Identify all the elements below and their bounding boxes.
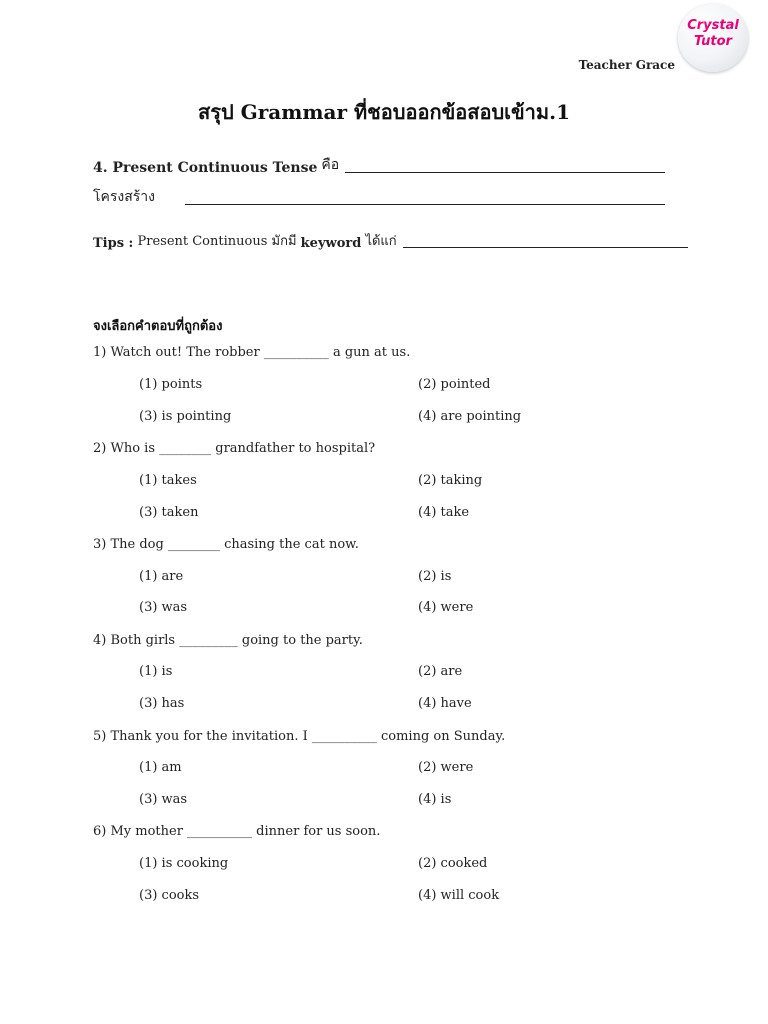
q6-option-3[interactable]: (3) cooks: [139, 888, 200, 903]
q5-option-4[interactable]: (4) is: [418, 792, 452, 807]
q5-option-1[interactable]: (1) am: [139, 760, 182, 775]
q3-option-3[interactable]: (3) was: [139, 600, 188, 615]
page-title: สรุป Grammar ที่ชอบออกข้อสอบเข้าม.1: [198, 100, 570, 124]
q1-option-3[interactable]: (3) is pointing: [139, 409, 232, 424]
q2-option-2[interactable]: (2) taking: [418, 473, 483, 488]
q6-option-2[interactable]: (2) cooked: [418, 856, 488, 871]
logo-line-1: Crystal: [687, 18, 739, 33]
logo-text: [678, 18, 748, 50]
tips-text-2: ได้แก่: [361, 234, 397, 249]
tips-keyword: keyword: [300, 236, 362, 251]
tips-text-1: Present Continuous มักมี: [133, 234, 301, 249]
q4-option-3[interactable]: (3) has: [139, 696, 185, 711]
question-5: 5) Thank you for the invitation. I __________ coming on Sunday.: [93, 729, 506, 744]
tense-definition-row: [93, 154, 665, 176]
tense-label: 4. Present Continuous Tense: [93, 160, 318, 176]
q3-option-2[interactable]: (2) is: [418, 569, 452, 584]
tips-label: Tips :: [93, 236, 134, 251]
question-4: 4) Both girls _________ going to the party.: [93, 633, 363, 648]
question-3: 3) The dog ________ chasing the cat now.: [93, 537, 359, 552]
q2-option-4[interactable]: (4) take: [418, 505, 470, 520]
tips-blank-line: [403, 246, 688, 248]
definition-blank-line: [345, 171, 665, 173]
question-6: 6) My mother __________ dinner for us soon.: [93, 824, 381, 839]
q3-option-4[interactable]: (4) were: [418, 600, 474, 615]
q1-option-1[interactable]: (1) points: [139, 377, 203, 392]
q2-option-3[interactable]: (3) taken: [139, 505, 199, 520]
exercise-heading: จงเลือกคำตอบที่ถูกต้อง: [93, 319, 223, 334]
q6-option-4[interactable]: (4) will cook: [418, 888, 500, 903]
structure-label: โครงสร้าง: [93, 189, 156, 205]
teacher-name: Teacher Grace: [578, 58, 675, 72]
structure-row: [93, 186, 665, 208]
question-2: 2) Who is ________ grandfather to hospital?: [93, 441, 376, 456]
q5-option-2[interactable]: (2) were: [418, 760, 474, 775]
logo-line-2: Tutor: [693, 34, 732, 49]
q1-option-4[interactable]: (4) are pointing: [418, 409, 522, 424]
q4-option-1[interactable]: (1) is: [139, 664, 173, 679]
q3-option-1[interactable]: (1) are: [139, 569, 184, 584]
crystal-tutor-logo: [678, 4, 748, 72]
q2-option-1[interactable]: (1) takes: [139, 473, 197, 488]
q4-option-4[interactable]: (4) have: [418, 696, 472, 711]
q4-option-2[interactable]: (2) are: [418, 664, 463, 679]
q5-option-3[interactable]: (3) was: [139, 792, 188, 807]
structure-blank-line: [185, 203, 665, 205]
tips-row: [93, 230, 688, 251]
tense-suffix: คือ: [321, 157, 340, 173]
question-1: 1) Watch out! The robber __________ a gun at us.: [93, 345, 411, 360]
q6-option-1[interactable]: (1) is cooking: [139, 856, 229, 871]
q1-option-2[interactable]: (2) pointed: [418, 377, 491, 392]
